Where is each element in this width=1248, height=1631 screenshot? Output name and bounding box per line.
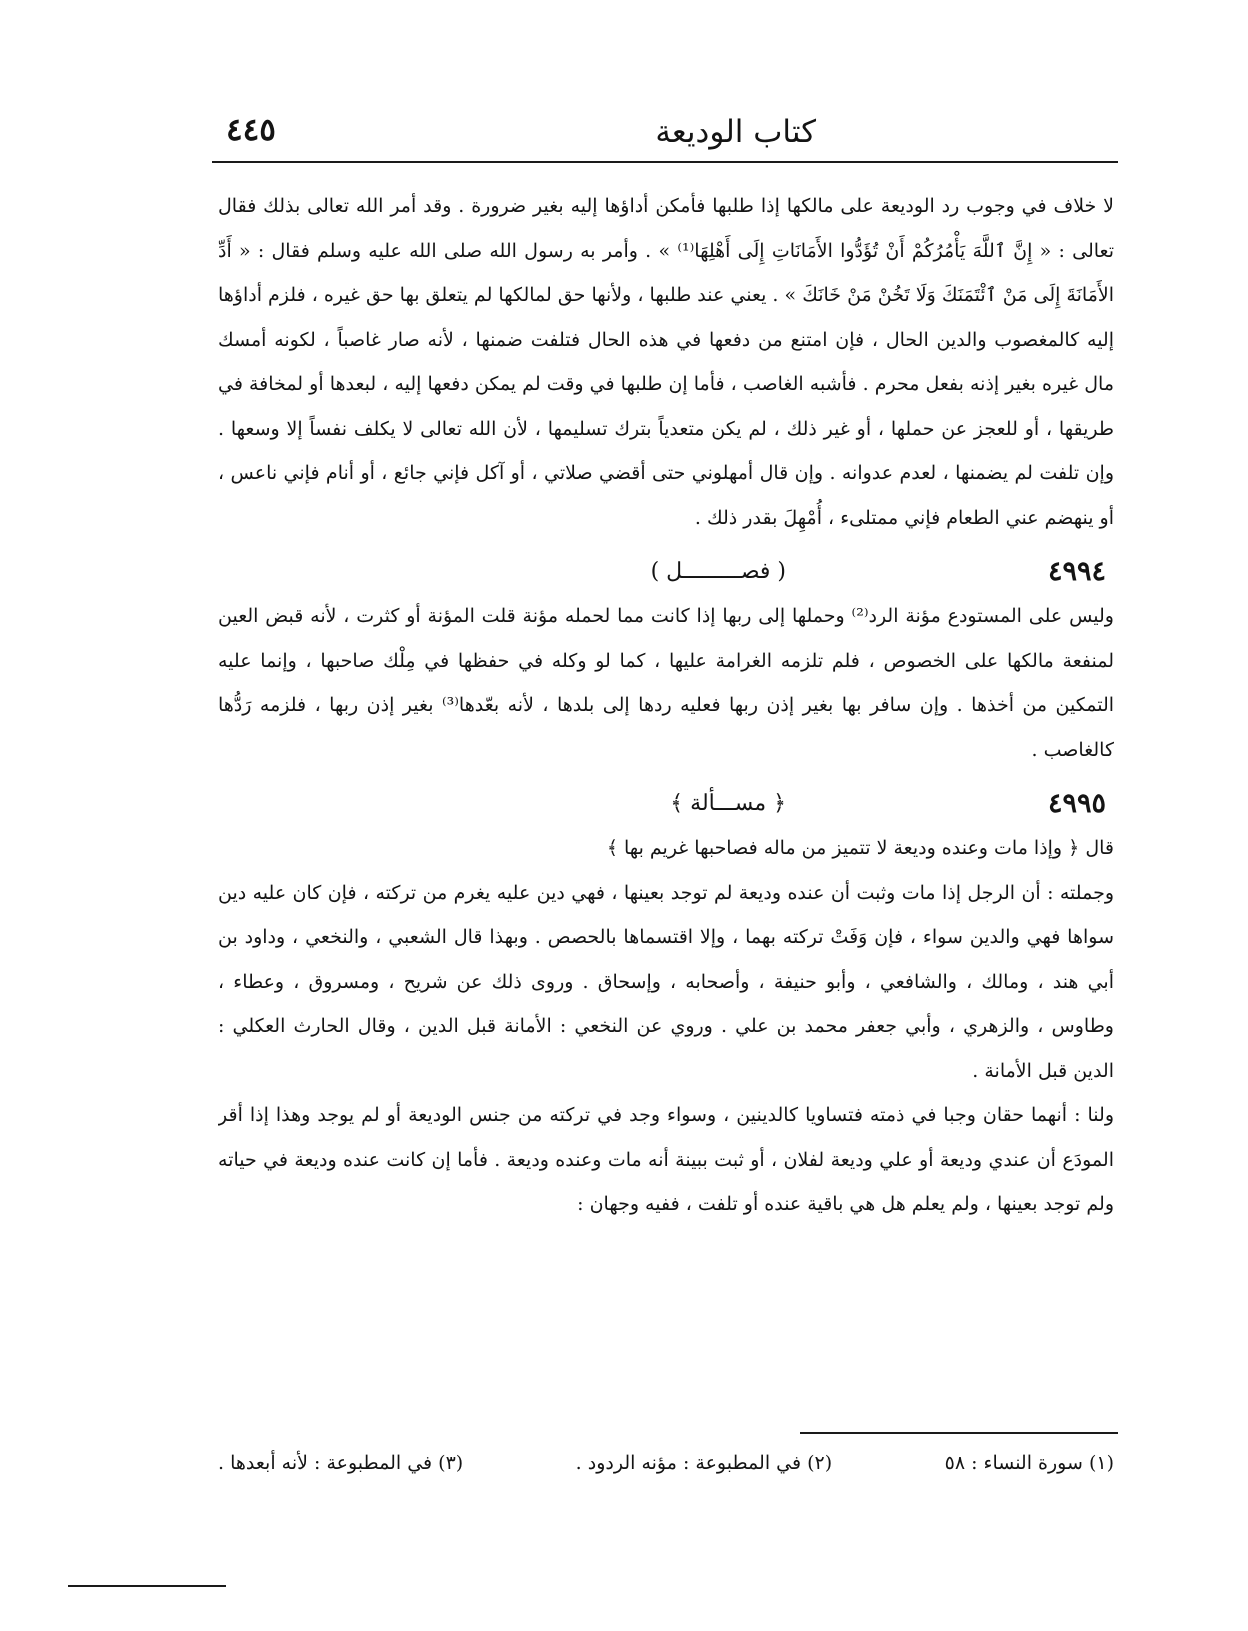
footnote-rule [800,1432,1118,1434]
issue-number: ٤٩٩٤ [1047,555,1106,587]
paragraph-argument: ولنا : أنهما حقان وجبا في ذمته فتساويا كالدينين ، وسواء وجد في تركته من جنس الوديعة أو لم يوجد وهذا إذا أقر المودَع أن عندي وديعة أو علي وديعة لفلان ، أو ثبت ببينة أنه مات وعنده وديعة . فأما إن كانت عنده وديعة في حياته ولم توجد بعينها ، ولم يعلم هل هي باقية عنده أو تلفت ، ففيه وجهان : [218,1104,1114,1215]
section-label: ﴿ مســـألة ﴾ [670,790,786,816]
issue-number: ٤٩٩٥ [1047,787,1106,819]
paragraph-cost-of-return: وليس على المستودع مؤنة الرد⁽²⁾ وحملها إلى ربها إذا كانت مما لحمله مؤنة قلت المؤنة أو كثرت ، لأنه قبض العين لمنفعة مالكها على الخصوص ، فلم تلزمه الغرامة عليها ، كما لو وكله في حفظها في مِلْك صاحبها ، وإنما عليه التمكين من أخذها . وإن سافر بها بغير إذن ربها فعليه ردها إلى بلدها ، لأنه بعّدها⁽³⁾ بغير إذن ربها ، فلزمه رَدُّها كالغاصب . [218,605,1114,761]
paragraph-matn-quote: قال ﴿ وإذا مات وعنده وديعة لا تتميز من ماله فصاحبها غريم بها ﴾ [606,837,1114,859]
page-number: ٤٤٥ [226,112,276,148]
footnotes [218,1452,1114,1492]
header-rule [212,161,1118,163]
page-header [212,108,1118,158]
footnote-3: (٣) في المطبوعة : لأنه أبعدها . [218,1452,464,1474]
main-text [218,184,1114,1414]
running-title: كتاب الوديعة [655,114,816,150]
footnote-1: (١) سورة النساء : ٥٨ [944,1452,1114,1474]
section-heading-masala [218,780,1114,826]
bottom-rule [68,1585,226,1587]
footnote-2: (٢) في المطبوعة : مؤنه الردود . [575,1452,833,1474]
paragraph-summary: وجملته : أن الرجل إذا مات وثبت أن عنده وديعة لم توجد بعينها ، فهي دين عليه يغرم من تركته ، فإن كان عليه دين سواها فهي والدين سواء ، فإن وَفَتْ تركته بهما ، وإلا اقتسماها بالحصص . وبهذا قال الشعبي ، والنخعي ، وداود بن أبي هند ، ومالك ، والشافعي ، وأبو حنيفة ، وأصحابه ، وإسحاق . وروى ذلك عن شريح ، ومسروق ، وعطاء ، وطاوس ، والزهري ، وأبي جعفر محمد بن علي . وروي عن النخعي : الأمانة قبل الدين ، وقال الحارث العكلي : الدين قبل الأمانة . [218,881,1114,1082]
section-heading-fasl [218,548,1114,594]
section-label: ( فصـــــــــل ) [650,558,786,584]
paragraph-return-of-deposit: لا خلاف في وجوب رد الوديعة على مالكها إذا طلبها فأمكن أداؤها إليه بغير ضرورة . وقد أمر الله تعالى بذلك فقال تعالى : « إِنَّ ٱللَّهَ يَأْمُرُكُمْ أَنْ تُؤَدُّوا الأَمَانَاتِ إِلَى أَهْلِهَا⁽¹⁾ » . وأمر به رسول الله صلى الله عليه وسلم فقال : « أَدِّ الأَمَانَةَ إِلَى مَنْ ٱئْتَمَنَكَ وَلَا تَخُنْ مَنْ خَانَكَ » . يعني عند طلبها ، ولأنها حق لمالكها لم يتعلق بها حق غيره ، فلزم أداؤها إليه كالمغصوب والدين الحال ، فإن امتنع من دفعها في هذه الحال فتلفت ضمنها ، لأنه صار غاصباً ، لكونه أمسك مال غيره بغير إذنه بفعل محرم . فأشبه الغاصب ، فأما إن طلبها في وقت لم يمكن دفعها إليه ، لبعدها أو لمخافة في طريقها ، أو للعجز عن حملها ، أو غير ذلك ، لم يكن متعدياً بترك تسليمها ، لأن الله تعالى لا يكلف نفساً إلا وسعها . وإن تلفت لم يضمنها ، لعدم عدوانه . وإن قال أمهلوني حتى أقضي صلاتي ، أو آكل فإني جائع ، أو أنام فإني ناعس ، أو ينهضم عني الطعام فإني ممتلىء ، أُمْهِلَ بقدر ذلك . [218,195,1114,529]
